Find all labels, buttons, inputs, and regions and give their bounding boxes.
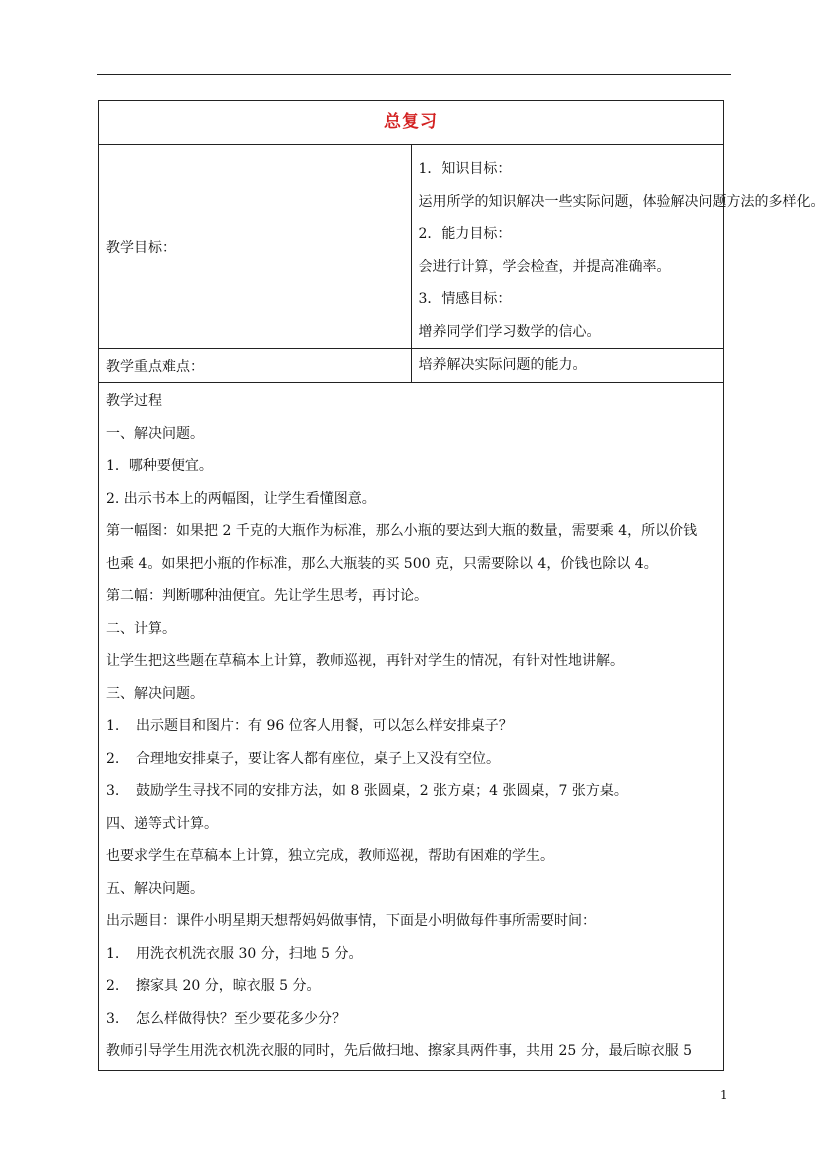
goals-line: 3．情感目标： bbox=[418, 291, 512, 307]
process-line-text: 怎么样做得快？至少要花多少分？ bbox=[136, 1010, 346, 1027]
process-line-number: 3. bbox=[106, 1010, 120, 1027]
process-content bbox=[99, 383, 724, 1071]
process-line-text: 用洗衣机洗衣服 30 分，扫地 5 分。 bbox=[136, 945, 363, 962]
page-number: 1 bbox=[720, 1088, 728, 1102]
process-line-text: 第二幅：判断哪种油便宜。先让学生思考，再讨论。 bbox=[106, 588, 428, 604]
process-line bbox=[106, 1035, 723, 1068]
process-line bbox=[106, 580, 723, 613]
goals-content bbox=[411, 145, 825, 349]
process-line bbox=[106, 385, 723, 418]
process-line bbox=[106, 808, 723, 841]
process-line bbox=[106, 873, 723, 906]
lesson-plan-table bbox=[98, 100, 825, 1071]
process-line-text: 1．哪种要便宜。 bbox=[106, 458, 213, 474]
process-line-text: 出示题目和图片：有 96 位客人用餐，可以怎么样安排桌子？ bbox=[136, 718, 513, 734]
process-line-text: 鼓励学生寻找不同的安排方法，如 8 张圆桌，2 张方桌；4 张圆桌，7 张方桌。 bbox=[136, 783, 628, 799]
process-line bbox=[106, 710, 723, 743]
process-line-text: 教师引导学生用洗衣机洗衣服的同时，先后做扫地、擦家具两件事，共用 25 分，最后晾衣服 5 bbox=[106, 1043, 693, 1059]
goals-line: 2．能力目标： bbox=[418, 226, 512, 242]
process-line-number: 2. bbox=[106, 750, 120, 767]
process-line-text: 五、解决问题。 bbox=[106, 880, 204, 897]
process-line bbox=[106, 613, 723, 646]
process-line bbox=[106, 743, 723, 776]
process-line-text: 三、解决问题。 bbox=[106, 685, 204, 702]
process-line bbox=[106, 905, 723, 938]
process-line-text: 2. 出示书本上的两幅图，让学生看懂图意。 bbox=[106, 490, 376, 507]
process-line bbox=[106, 450, 723, 483]
process-line bbox=[106, 938, 723, 971]
process-line bbox=[106, 678, 723, 711]
process-line bbox=[106, 775, 723, 808]
title-cell bbox=[99, 101, 724, 145]
process-line-text: 也要求学生在草稿本上计算，独立完成，教师巡视，帮助有困难的学生。 bbox=[106, 848, 554, 864]
focus-row bbox=[99, 349, 724, 383]
process-line-text: 合理地安排桌子，要让客人都有座位，桌子上又没有空位。 bbox=[136, 750, 500, 767]
process-line-text: 第一幅图：如果把 2 千克的大瓶作为标准，那么小瓶的要达到大瓶的数量，需要乘 4，所以价钱 bbox=[106, 523, 698, 539]
process-line-text: 出示题目：课件小明星期天想帮妈妈做事情，下面是小明做每件事所需要时间： bbox=[106, 913, 596, 929]
process-line-text: 擦家具 20 分，晾衣服 5 分。 bbox=[136, 978, 321, 994]
process-line-number: 1. bbox=[106, 718, 120, 734]
goals-row bbox=[99, 145, 724, 349]
goals-line: 1．知识目标： bbox=[418, 161, 512, 177]
process-line-text: 二、计算。 bbox=[106, 620, 176, 637]
process-line-text: 也乘 4。如果把小瓶的作标准，那么大瓶装的买 500 克，只需要除以 4，价钱也除以 4。 bbox=[106, 555, 658, 572]
process-line-number: 3. bbox=[106, 783, 120, 799]
process-line bbox=[106, 840, 723, 873]
process-line bbox=[106, 645, 723, 678]
goals-label: 教学目标： bbox=[99, 145, 412, 349]
process-line bbox=[106, 483, 723, 516]
process-line-text: 四、递等式计算。 bbox=[106, 815, 218, 832]
process-line-text: 教学过程 bbox=[106, 393, 162, 409]
process-line-number: 1. bbox=[106, 945, 120, 962]
process-line bbox=[106, 418, 723, 451]
process-line bbox=[106, 548, 723, 581]
page-title: 总复习 bbox=[384, 112, 438, 132]
title-row bbox=[99, 101, 724, 145]
goals-line: 增养同学们学习数学的信心。 bbox=[418, 323, 601, 340]
process-line bbox=[106, 970, 723, 1003]
header-rule bbox=[97, 74, 731, 75]
goals-line: 运用所学的知识解决一些实际问题，体验解决问题方法的多样化。 bbox=[418, 193, 825, 210]
process-line-number: 2. bbox=[106, 978, 120, 994]
goals-line: 会进行计算，学会检查，并提高准确率。 bbox=[418, 258, 671, 275]
process-row bbox=[99, 383, 724, 1071]
focus-label: 教学重点难点： bbox=[99, 349, 412, 383]
focus-content: 培养解决实际问题的能力。 bbox=[411, 349, 724, 383]
process-line bbox=[106, 515, 723, 548]
process-line bbox=[106, 1003, 723, 1036]
process-line-text: 让学生把这些题在草稿本上计算，教师巡视，再针对学生的情况，有针对性地讲解。 bbox=[106, 653, 624, 669]
process-line-text: 一、解决问题。 bbox=[106, 425, 204, 442]
